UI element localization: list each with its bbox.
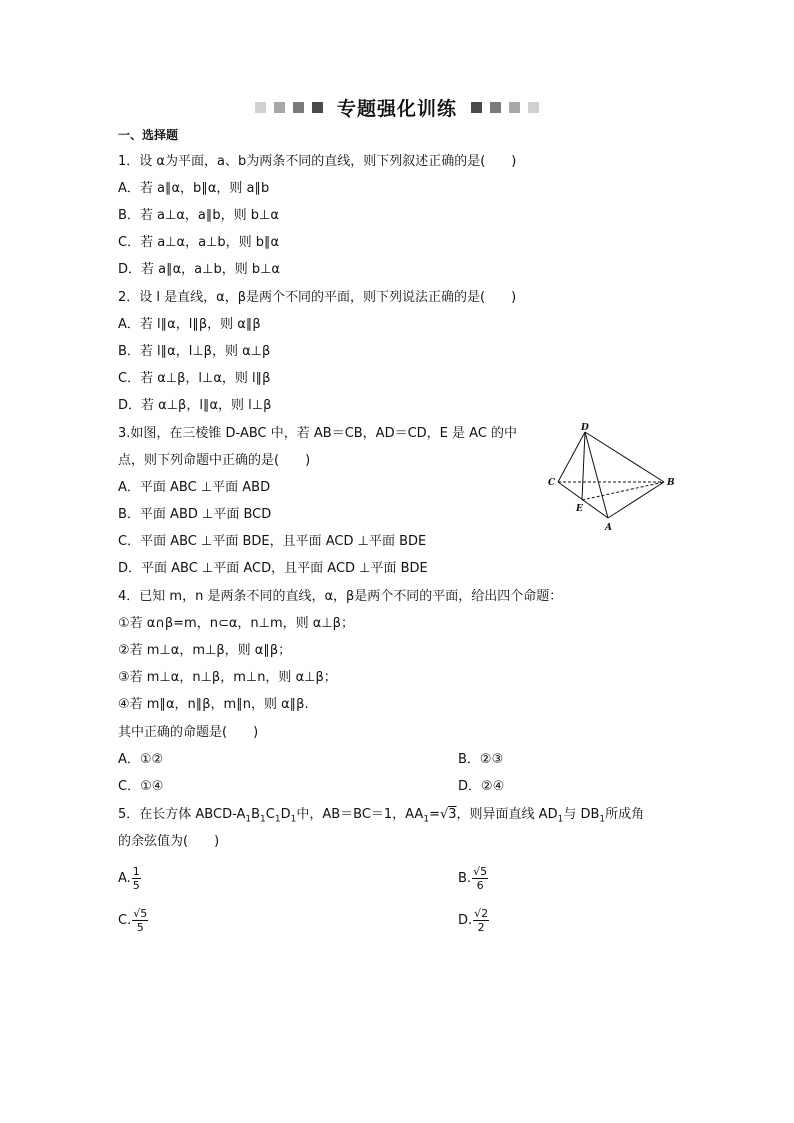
q5-sub: 1 [290, 814, 297, 825]
numerator: 1 [132, 865, 140, 878]
q1-option-a[interactable]: A．若 a∥α，b∥α，则 a∥b [118, 181, 270, 196]
q4-prop-4: ④若 m∥α，n∥β，m∥n，则 α∥β. [118, 697, 309, 712]
q2-option-c[interactable]: C．若 α⊥β，l⊥α，则 l∥β [118, 371, 271, 386]
sqrt-radicand: 3 [448, 807, 457, 822]
option-label: A. [118, 871, 131, 886]
q1-option-b[interactable]: B．若 a⊥α，a∥b，则 b⊥α [118, 208, 279, 223]
q2-option-b[interactable]: B．若 l∥α，l⊥β，则 α⊥β [118, 344, 271, 359]
q3-option-d[interactable]: D．平面 ABC ⊥平面 ACD，且平面 ACD ⊥平面 BDE [118, 561, 428, 576]
q5-stem-part: ，则异面直线 AD [456, 807, 558, 822]
q5-stem [118, 806, 644, 829]
q4-stem: 4．已知 m，n 是两条不同的直线，α，β是两个不同的平面，给出四个命题： [118, 589, 563, 604]
denominator: 6 [476, 879, 484, 892]
q5-sub: 1 [245, 814, 252, 825]
q4-option-a[interactable]: A．①② [118, 752, 164, 767]
sqrt-sign: √ [474, 907, 482, 920]
sqrt-radicand: 5 [480, 865, 488, 878]
q3-stem-line1: 3.如图，在三棱锥 D-ABC 中，若 AB＝CB，AD＝CD，E 是 AC 的中 [118, 426, 518, 441]
header-square-left-2 [274, 102, 285, 113]
numerator [132, 907, 148, 921]
label-e: E [576, 504, 583, 514]
fraction [132, 907, 148, 934]
denominator: 5 [136, 921, 144, 934]
numerator [473, 907, 489, 921]
q3-option-b[interactable]: B．平面 ABD ⊥平面 BCD [118, 507, 272, 522]
section-heading: 一、选择题 [118, 128, 179, 142]
page-title: 专题强化训练 [336, 97, 457, 120]
q5-sub: 1 [557, 814, 564, 825]
page-header [0, 92, 794, 122]
q1-stem: 1．设 α为平面，a、b为两条不同的直线，则下列叙述正确的是( ) [118, 154, 517, 169]
sqrt-3 [440, 806, 457, 824]
fraction [472, 865, 488, 892]
option-label: C. [118, 913, 132, 928]
q4-prop-3: ③若 m⊥α，n⊥β，m⊥n，则 α⊥β； [118, 670, 337, 685]
label-d: D [581, 423, 589, 433]
q3-option-a[interactable]: A．平面 ABC ⊥平面 ABD [118, 480, 271, 495]
sqrt-radicand: 2 [481, 907, 489, 920]
denominator: 5 [132, 879, 140, 892]
sqrt-radicand: 5 [140, 907, 148, 920]
q4-prop-2: ②若 m⊥α，m⊥β，则 α∥β； [118, 643, 292, 658]
q2-option-d[interactable]: D．若 α⊥β，l∥α，则 l⊥β [118, 398, 272, 413]
edge-de [582, 432, 585, 500]
header-square-left-3 [293, 102, 304, 113]
q1-option-d[interactable]: D．若 a∥α，a⊥b，则 b⊥α [118, 262, 280, 277]
header-square-left-1 [255, 102, 266, 113]
label-a: A [605, 523, 612, 533]
q5-option-c[interactable] [118, 907, 148, 934]
denominator: 2 [477, 921, 485, 934]
edge-eb-hidden [582, 482, 664, 500]
edge-dc [558, 432, 585, 482]
q2-option-a[interactable]: A．若 l∥α，l∥β，则 α∥β [118, 317, 261, 332]
q4-option-d[interactable]: D．②④ [458, 779, 505, 794]
q5-stem-part: 与 DB [563, 807, 600, 822]
header-square-right-2 [490, 102, 501, 113]
fraction [473, 907, 489, 934]
q3-option-c[interactable]: C．平面 ABC ⊥平面 BDE，且平面 ACD ⊥平面 BDE [118, 534, 427, 549]
q5-sub: 1 [599, 814, 606, 825]
tetrahedron-figure [546, 420, 681, 535]
header-square-right-4 [528, 102, 539, 113]
q5-sub: 1 [274, 814, 281, 825]
option-label: D. [458, 913, 473, 928]
label-b: B [667, 478, 675, 488]
q4-prop-1: ①若 α∩β=m，n⊂α，n⊥m，则 α⊥β； [118, 616, 354, 631]
q5-stem-part: 5．在长方体 ABCD-A [118, 807, 246, 822]
q5-stem-part: B [251, 807, 261, 822]
q5-stem-part: C [265, 807, 275, 822]
q5-option-b[interactable] [458, 865, 488, 892]
q1-option-c[interactable]: C．若 a⊥α，a⊥b，则 b∥α [118, 235, 280, 250]
header-square-right-1 [471, 102, 482, 113]
q4-option-c[interactable]: C．①④ [118, 779, 164, 794]
q5-option-a[interactable] [118, 865, 141, 892]
q5-stem-part: 中，AB＝BC＝1，AA [296, 807, 424, 822]
fraction [132, 865, 141, 892]
q4-question: 其中正确的命题是( ) [118, 725, 259, 740]
q5-option-d[interactable] [458, 907, 489, 934]
q5-stem-part: D [280, 807, 291, 822]
q5-sub: 1 [260, 814, 266, 825]
sqrt-sign: √ [473, 865, 481, 878]
q5-stem-part: = [429, 807, 440, 822]
numerator [472, 865, 488, 879]
q5-stem-line2: 的余弦值为( ) [118, 834, 220, 849]
sqrt-sign: √ [133, 907, 141, 920]
option-label: B. [458, 871, 472, 886]
header-square-right-3 [509, 102, 520, 113]
sqrt-sign: √ [439, 807, 449, 822]
q5-stem-part: 所成角 [605, 807, 645, 822]
label-c: C [548, 478, 556, 488]
q2-stem: 2．设 l 是直线，α，β是两个不同的平面，则下列说法正确的是( ) [118, 290, 517, 305]
edge-ab [608, 482, 664, 518]
q3-stem-line2: 点，则下列命题中正确的是( ) [118, 453, 311, 468]
q4-option-b[interactable]: B．②③ [458, 752, 504, 767]
header-square-left-4 [312, 102, 323, 113]
q5-sub: 1 [423, 814, 430, 825]
